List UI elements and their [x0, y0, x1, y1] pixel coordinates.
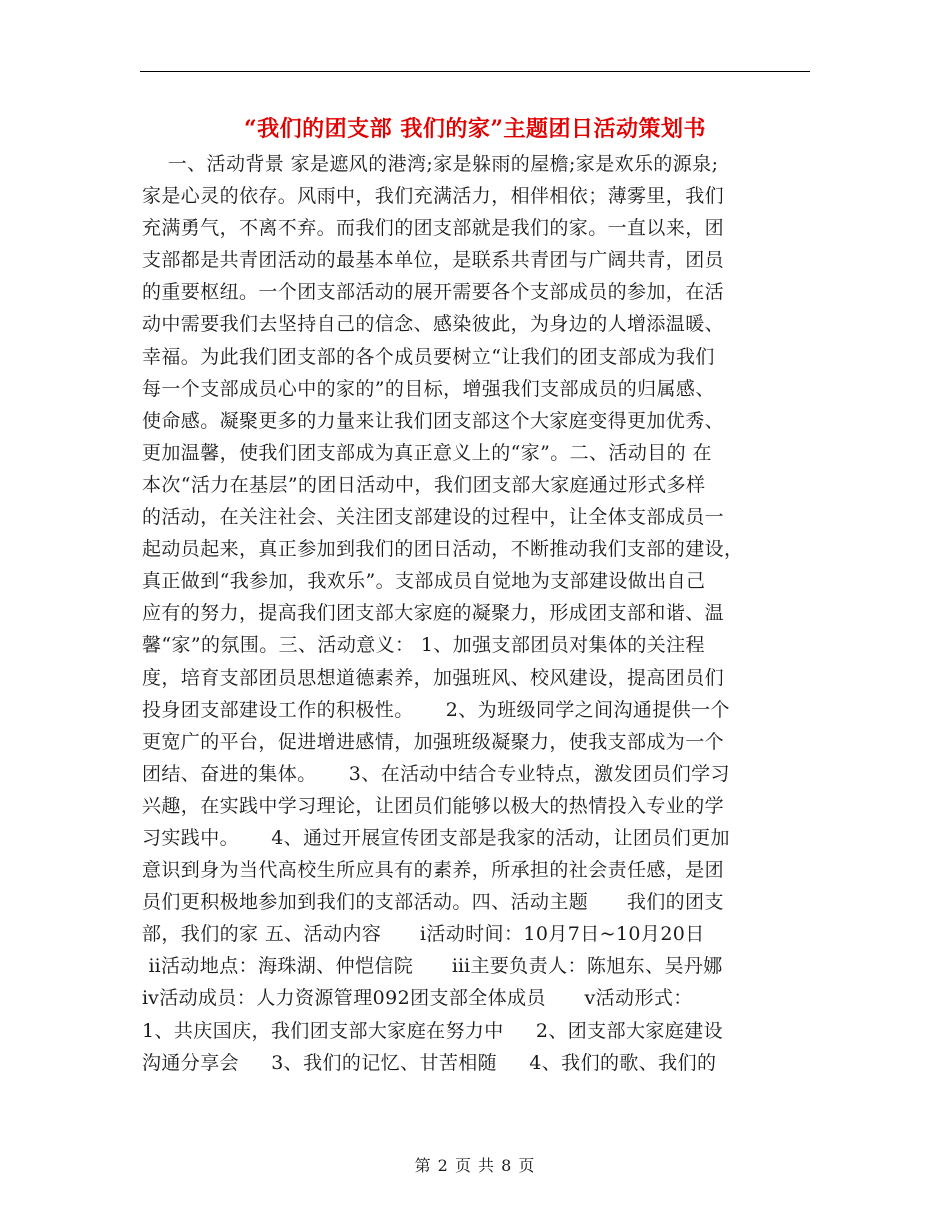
body-line: 团结、奋进的集体。 3、在活动中结合专业特点，激发团员们学习	[142, 762, 730, 785]
body-line: 部，我们的家 五、活动内容 ⅰ活动时间：10月7日~10月20日	[142, 923, 705, 946]
body-line: 1、共庆国庆，我们团支部大家庭在努力中 2、团支部大家庭建设	[142, 1019, 723, 1042]
body-line: 幸福。为此我们团支部的各个成员要树立“让我们的团支部成为我们	[142, 345, 715, 368]
body-line: 习实践中。 4、通过开展宣传团支部是我家的活动，让团员们更加	[142, 826, 730, 849]
header-rule	[140, 71, 810, 72]
body-line: 更加温馨，使我们团支部成为真正意义上的“家”。二、活动目的 在	[142, 441, 712, 464]
body-line: 本次“活力在基层”的团日活动中，我们团支部大家庭通过形式多样	[142, 473, 706, 496]
body-line: 支部都是共青团活动的最基本单位，是联系共青团与广阔共青，团员	[142, 249, 725, 272]
body-line: 沟通分享会 3、我们的记忆、甘苦相随 4、我们的歌、我们的	[142, 1051, 717, 1074]
body-line: 的重要枢纽。一个团支部活动的展开需要各个支部成员的参加，在活	[142, 281, 725, 304]
page-number: 第 2 页 共 8 页	[414, 1156, 536, 1175]
body-line: 兴趣，在实践中学习理论，让团员们能够以极大的热情投入专业的学	[142, 794, 725, 817]
body-line: 员们更积极地参加到我们的支部活动。四、活动主题 我们的团支	[142, 891, 724, 914]
body-line: 起动员起来，真正参加到我们的团日活动，不断推动我们支部的建设，	[142, 538, 744, 561]
body-line: 动中需要我们去坚持自己的信念、感染彼此，为身边的人增添温暖、	[142, 313, 725, 336]
body-line: 度，培育支部团员思想道德素养，加强班风、校风建设，提高团员们	[142, 666, 725, 689]
body-line: 的活动，在关注社会、关注团支部建设的过程中，让全体支部成员一	[142, 506, 725, 529]
body-line: 使命感。凝聚更多的力量来让我们团支部这个大家庭变得更加优秀、	[142, 409, 725, 432]
body-line: ⅳ活动成员：人力资源管理092团支部全体成员 ⅴ活动形式：	[142, 987, 693, 1010]
body-line: 家是心灵的依存。风雨中，我们充满活力，相伴相依；薄雾里，我们	[142, 185, 725, 208]
body-line: 意识到身为当代高校生所应具有的素养，所承担的社会责任感，是团	[142, 859, 725, 882]
body-line: 每一个支部成员心中的家的”的目标，增强我们支部成员的归属感、	[142, 377, 715, 400]
body-line: ⅱ活动地点：海珠湖、仲恺信院 ⅲ主要负责人：陈旭东、吴丹娜	[142, 955, 723, 978]
document-body	[142, 148, 812, 1079]
body-line: 充满勇气，不离不弃。而我们的团支部就是我们的家。一直以来，团	[142, 217, 725, 240]
document-title: “我们的团支部 我们的家”主题团日活动策划书	[244, 116, 706, 142]
body-line: 馨“家”的氛围。三、活动意义： 1、加强支部团员对集体的关注程	[142, 634, 705, 657]
body-line: 投身团支部建设工作的积极性。 2、为班级同学之间沟通提供一个	[142, 698, 730, 721]
body-line: 真正做到“我参加，我欢乐”。支部成员自觉地为支部建设做出自己	[142, 570, 706, 593]
body-line: 更宽广的平台，促进增进感情，加强班级凝聚力，使我支部成为一个	[142, 730, 725, 753]
body-line: 应有的努力，提高我们团支部大家庭的凝聚力，形成团支部和谐、温	[142, 602, 725, 625]
body-line: 一、活动背景 家是遮风的港湾;家是躲雨的屋檐;家是欢乐的源泉;	[142, 153, 719, 175]
